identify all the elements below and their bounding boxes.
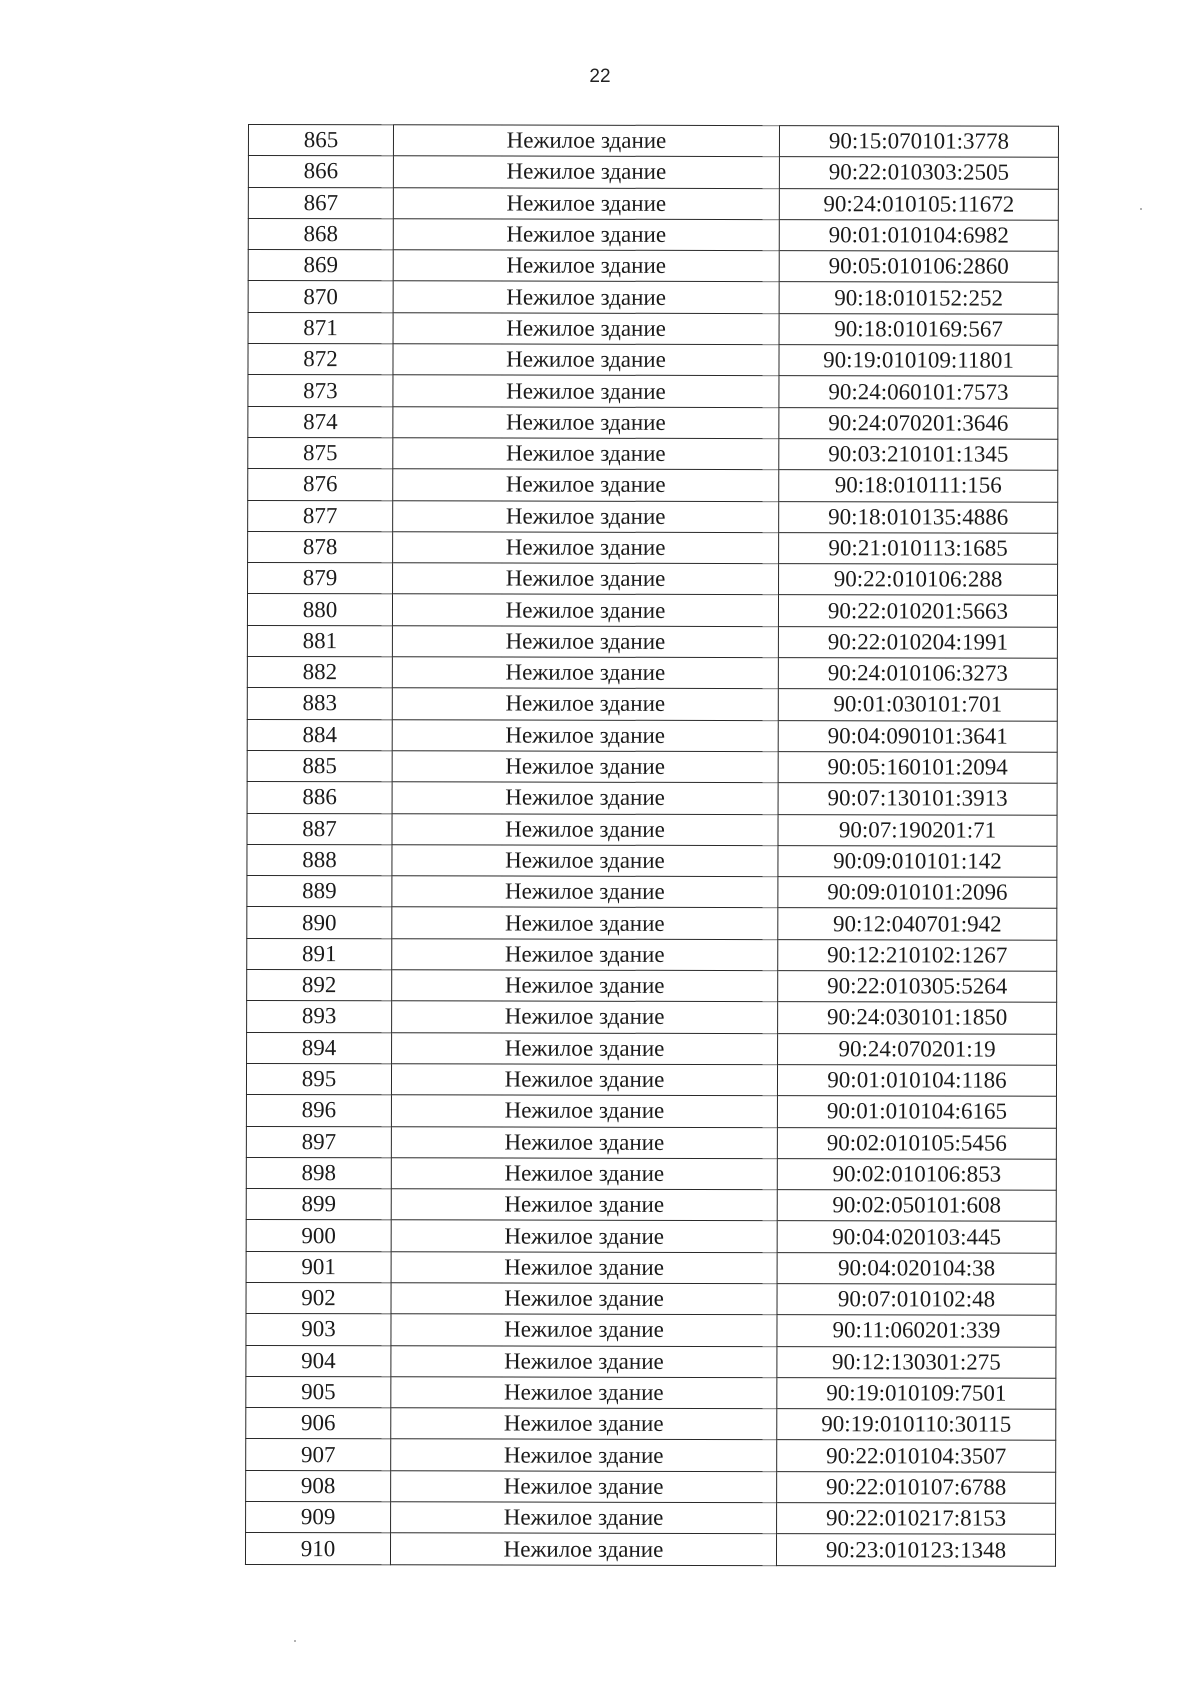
- object-type-cell: Нежилое здание: [392, 845, 778, 877]
- table-row: [246, 1251, 1056, 1284]
- object-type-cell: Нежилое здание: [392, 907, 778, 939]
- table-row: [248, 437, 1058, 470]
- table-row: [248, 281, 1058, 314]
- object-type-cell: Нежилое здание: [392, 876, 778, 908]
- cadastral-number-cell: 90:01:030101:701: [778, 689, 1057, 721]
- table-row: [246, 1408, 1056, 1441]
- table-row: [246, 1314, 1056, 1347]
- row-number-cell: 893: [247, 1001, 392, 1033]
- cadastral-number-cell: 90:09:010101:2096: [778, 877, 1057, 909]
- row-number-cell: 867: [248, 187, 393, 219]
- cadastral-number-cell: 90:07:130101:3913: [778, 783, 1057, 815]
- registry-table-body: [245, 125, 1058, 1566]
- cadastral-number-cell: 90:19:010109:11801: [779, 345, 1058, 377]
- object-type-cell: Нежилое здание: [392, 657, 778, 689]
- table-row: [247, 688, 1057, 721]
- row-number-cell: 901: [246, 1251, 391, 1283]
- table-row: [248, 187, 1058, 220]
- cadastral-number-cell: 90:18:010135:4886: [779, 501, 1058, 533]
- object-type-cell: Нежилое здание: [393, 375, 779, 407]
- row-number-cell: 885: [247, 750, 392, 782]
- object-type-cell: Нежилое здание: [392, 782, 778, 814]
- row-number-cell: 874: [248, 406, 393, 438]
- cadastral-number-cell: 90:22:010201:5663: [778, 595, 1057, 627]
- cadastral-number-cell: 90:02:010105:5456: [777, 1127, 1056, 1159]
- object-type-cell: Нежилое здание: [393, 438, 779, 470]
- object-type-cell: Нежилое здание: [391, 1408, 777, 1440]
- cadastral-number-cell: 90:12:130301:275: [777, 1346, 1056, 1378]
- row-number-cell: 897: [246, 1126, 391, 1158]
- table-row: [246, 1095, 1056, 1128]
- table-row: [248, 500, 1058, 533]
- object-type-cell: Нежилое здание: [392, 813, 778, 845]
- object-type-cell: Нежилое здание: [391, 1283, 777, 1315]
- table-row: [248, 250, 1058, 283]
- table-row: [246, 1126, 1056, 1159]
- object-type-cell: Нежилое здание: [391, 1064, 777, 1096]
- table-row: [246, 1063, 1056, 1096]
- table-row: [247, 876, 1057, 909]
- object-type-cell: Нежилое здание: [391, 1345, 777, 1377]
- cadastral-number-cell: 90:24:010106:3273: [778, 658, 1057, 690]
- cadastral-number-cell: 90:02:010106:853: [777, 1158, 1056, 1190]
- cadastral-number-cell: 90:04:020104:38: [777, 1252, 1056, 1284]
- page-number: 22: [589, 66, 611, 87]
- table-row: [247, 844, 1057, 877]
- table-row: [247, 657, 1057, 690]
- table-row: [248, 344, 1058, 377]
- row-number-cell: 873: [248, 375, 393, 407]
- row-number-cell: 866: [248, 156, 393, 188]
- table-row: [246, 1470, 1056, 1503]
- cadastral-number-cell: 90:05:160101:2094: [778, 752, 1057, 784]
- object-type-cell: Нежилое здание: [392, 751, 778, 783]
- table-row: [247, 594, 1057, 627]
- table-row: [248, 312, 1058, 345]
- cadastral-number-cell: 90:07:010102:48: [777, 1284, 1056, 1316]
- object-type-cell: Нежилое здание: [392, 719, 778, 751]
- table-row: [246, 1439, 1056, 1472]
- object-type-cell: Нежилое здание: [393, 187, 779, 219]
- object-type-cell: Нежилое здание: [391, 1471, 777, 1503]
- object-type-cell: Нежилое здание: [392, 626, 778, 658]
- row-number-cell: 894: [247, 1032, 392, 1064]
- cadastral-number-cell: 90:01:010104:6165: [777, 1096, 1056, 1128]
- object-type-cell: Нежилое здание: [391, 1377, 777, 1409]
- table-row: [247, 813, 1057, 846]
- row-number-cell: 882: [247, 657, 392, 689]
- cadastral-number-cell: 90:23:010123:1348: [776, 1534, 1055, 1566]
- scan-speck: [294, 1640, 296, 1642]
- object-type-cell: Нежилое здание: [393, 281, 779, 313]
- cadastral-number-cell: 90:15:070101:3778: [779, 126, 1058, 158]
- object-type-cell: Нежилое здание: [393, 563, 779, 595]
- object-type-cell: Нежилое здание: [393, 313, 779, 345]
- object-type-cell: Нежилое здание: [392, 594, 778, 626]
- row-number-cell: 900: [246, 1220, 391, 1252]
- row-number-cell: 899: [246, 1189, 391, 1221]
- row-number-cell: 878: [248, 531, 393, 563]
- row-number-cell: 876: [248, 469, 393, 501]
- cadastral-number-cell: 90:04:090101:3641: [778, 720, 1057, 752]
- table-row: [247, 1001, 1057, 1034]
- object-type-cell: Нежилое здание: [391, 1502, 777, 1534]
- object-type-cell: Нежилое здание: [393, 250, 779, 282]
- cadastral-number-cell: 90:04:020103:445: [777, 1221, 1056, 1253]
- row-number-cell: 886: [247, 782, 392, 814]
- object-type-cell: Нежилое здание: [392, 1001, 778, 1033]
- cadastral-number-cell: 90:02:050101:608: [777, 1190, 1056, 1222]
- row-number-cell: 868: [248, 218, 393, 250]
- row-number-cell: 906: [246, 1408, 391, 1440]
- row-number-cell: 875: [248, 437, 393, 469]
- row-number-cell: 870: [248, 281, 393, 313]
- cadastral-number-cell: 90:09:010101:142: [778, 845, 1057, 877]
- row-number-cell: 888: [247, 844, 392, 876]
- cadastral-number-cell: 90:22:010217:8153: [777, 1503, 1056, 1535]
- table-row: [246, 1189, 1056, 1222]
- cadastral-number-cell: 90:22:010107:6788: [777, 1471, 1056, 1503]
- row-number-cell: 898: [246, 1157, 391, 1189]
- object-type-cell: Нежилое здание: [391, 1158, 777, 1190]
- object-type-cell: Нежилое здание: [391, 1220, 777, 1252]
- cadastral-number-cell: 90:01:010104:6982: [779, 220, 1058, 252]
- row-number-cell: 892: [247, 970, 392, 1002]
- object-type-cell: Нежилое здание: [390, 1533, 776, 1565]
- cadastral-number-cell: 90:24:070201:3646: [779, 407, 1058, 439]
- object-type-cell: Нежилое здание: [393, 219, 779, 251]
- object-type-cell: Нежилое здание: [393, 469, 779, 501]
- scan-speck: [1140, 208, 1142, 210]
- cadastral-number-cell: 90:18:010111:156: [779, 470, 1058, 502]
- table-row: [248, 531, 1058, 564]
- row-number-cell: 872: [248, 344, 393, 376]
- row-number-cell: 902: [246, 1282, 391, 1314]
- table-row: [247, 907, 1057, 940]
- object-type-cell: Нежилое здание: [393, 500, 779, 532]
- row-number-cell: 896: [246, 1095, 391, 1127]
- table-row: [247, 719, 1057, 752]
- table-row: [248, 156, 1058, 189]
- object-type-cell: Нежилое здание: [393, 406, 779, 438]
- row-number-cell: 891: [247, 938, 392, 970]
- cadastral-number-cell: 90:22:010305:5264: [778, 971, 1057, 1003]
- table-row: [246, 1220, 1056, 1253]
- row-number-cell: 887: [247, 813, 392, 845]
- object-type-cell: Нежилое здание: [391, 1126, 777, 1158]
- table-row: [246, 1502, 1056, 1535]
- table-row: [246, 1345, 1056, 1378]
- row-number-cell: 871: [248, 312, 393, 344]
- object-type-cell: Нежилое здание: [391, 1439, 777, 1471]
- table-row: [247, 1032, 1057, 1065]
- row-number-cell: 865: [248, 125, 393, 157]
- row-number-cell: 904: [246, 1345, 391, 1377]
- cadastral-number-cell: 90:18:010152:252: [779, 282, 1058, 314]
- row-number-cell: 889: [247, 876, 392, 908]
- row-number-cell: 884: [247, 719, 392, 751]
- cadastral-number-cell: 90:12:040701:942: [778, 908, 1057, 940]
- row-number-cell: 869: [248, 250, 393, 282]
- table-row: [247, 938, 1057, 971]
- object-type-cell: Нежилое здание: [392, 1032, 778, 1064]
- cadastral-number-cell: 90:18:010169:567: [779, 313, 1058, 345]
- row-number-cell: 905: [246, 1376, 391, 1408]
- table-row: [247, 782, 1057, 815]
- cadastral-number-cell: 90:05:010106:2860: [779, 251, 1058, 283]
- row-number-cell: 877: [248, 500, 393, 532]
- table-row: [246, 1376, 1056, 1409]
- cadastral-number-cell: 90:12:210102:1267: [778, 939, 1057, 971]
- table-row: [248, 469, 1058, 502]
- cadastral-number-cell: 90:22:010106:288: [779, 564, 1058, 596]
- table-row: [247, 625, 1057, 658]
- object-type-cell: Нежилое здание: [393, 125, 779, 157]
- object-type-cell: Нежилое здание: [391, 1314, 777, 1346]
- table-row: [246, 1282, 1056, 1315]
- object-type-cell: Нежилое здание: [392, 688, 778, 720]
- table-row: [248, 218, 1058, 251]
- cadastral-number-cell: 90:24:070201:19: [778, 1033, 1057, 1065]
- object-type-cell: Нежилое здание: [391, 1189, 777, 1221]
- row-number-cell: 908: [246, 1470, 391, 1502]
- cadastral-number-cell: 90:21:010113:1685: [779, 532, 1058, 564]
- table-row: [248, 406, 1058, 439]
- row-number-cell: 910: [245, 1533, 390, 1565]
- row-number-cell: 895: [246, 1063, 391, 1095]
- cadastral-number-cell: 90:01:010104:1186: [777, 1065, 1056, 1097]
- table-row: [246, 1157, 1056, 1190]
- row-number-cell: 907: [246, 1439, 391, 1471]
- table-row: [248, 375, 1058, 408]
- object-type-cell: Нежилое здание: [392, 970, 778, 1002]
- row-number-cell: 890: [247, 907, 392, 939]
- table-row: [245, 1533, 1055, 1566]
- row-number-cell: 909: [246, 1502, 391, 1534]
- row-number-cell: 879: [248, 563, 393, 595]
- cadastral-number-cell: 90:03:210101:1345: [779, 439, 1058, 471]
- object-type-cell: Нежилое здание: [393, 344, 779, 376]
- object-type-cell: Нежилое здание: [391, 1095, 777, 1127]
- cadastral-number-cell: 90:22:010104:3507: [777, 1440, 1056, 1472]
- table-row: [247, 750, 1057, 783]
- row-number-cell: 883: [247, 688, 392, 720]
- cadastral-number-cell: 90:19:010109:7501: [777, 1377, 1056, 1409]
- property-registry-table: [245, 124, 1059, 1566]
- object-type-cell: Нежилое здание: [392, 939, 778, 971]
- cadastral-number-cell: 90:19:010110:30115: [777, 1409, 1056, 1441]
- cadastral-number-cell: 90:22:010204:1991: [778, 626, 1057, 658]
- object-type-cell: Нежилое здание: [393, 156, 779, 188]
- cadastral-number-cell: 90:07:190201:71: [778, 814, 1057, 846]
- table-row: [248, 563, 1058, 596]
- cadastral-number-cell: 90:24:060101:7573: [779, 376, 1058, 408]
- table-row: [247, 970, 1057, 1003]
- cadastral-number-cell: 90:24:010105:11672: [779, 188, 1058, 220]
- row-number-cell: 903: [246, 1314, 391, 1346]
- row-number-cell: 881: [247, 625, 392, 657]
- cadastral-number-cell: 90:22:010303:2505: [779, 157, 1058, 189]
- cadastral-number-cell: 90:24:030101:1850: [778, 1002, 1057, 1034]
- object-type-cell: Нежилое здание: [393, 532, 779, 564]
- object-type-cell: Нежилое здание: [391, 1251, 777, 1283]
- cadastral-number-cell: 90:11:060201:339: [777, 1315, 1056, 1347]
- table-row: [248, 125, 1058, 158]
- row-number-cell: 880: [247, 594, 392, 626]
